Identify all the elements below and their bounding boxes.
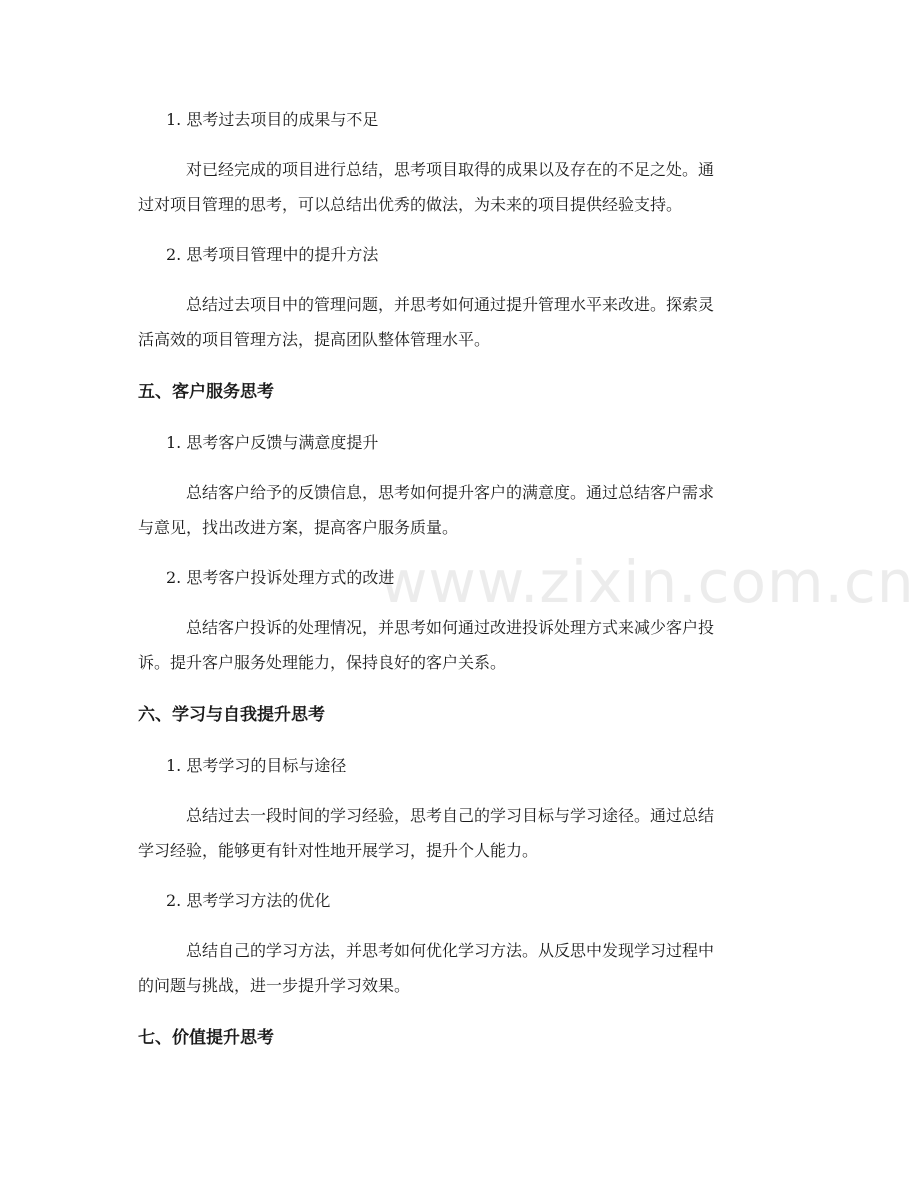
paragraph-line: 总结客户投诉的处理情况，并思考如何通过改进投诉处理方式来减少客户投 (186, 618, 715, 637)
subheading-project-results: 1. 思考过去项目的成果与不足 (166, 110, 379, 129)
subheading-learning-goals: 1. 思考学习的目标与途径 (166, 756, 347, 775)
section-heading-customer-service: 五、客户服务思考 (138, 382, 274, 402)
subheading-management-improvement: 2. 思考项目管理中的提升方法 (166, 245, 379, 264)
paragraph-line: 总结自己的学习方法，并思考如何优化学习方法。从反思中发现学习过程中 (186, 941, 715, 960)
subheading-complaint-handling: 2. 思考客户投诉处理方式的改进 (166, 568, 395, 587)
paragraph-line: 活高效的项目管理方法，提高团队整体管理水平。 (138, 330, 491, 349)
subheading-customer-feedback: 1. 思考客户反馈与满意度提升 (166, 433, 379, 452)
paragraph-line: 总结过去项目中的管理问题，并思考如何通过提升管理水平来改进。探索灵 (186, 295, 715, 314)
watermark: www.zixin.com.cn (380, 548, 915, 616)
paragraph-line: 学习经验，能够更有针对性地开展学习，提升个人能力。 (138, 841, 539, 860)
paragraph-line: 过对项目管理的思考，可以总结出优秀的做法，为未来的项目提供经验支持。 (138, 195, 683, 214)
paragraph-line: 诉。提升客户服务处理能力，保持良好的客户关系。 (138, 653, 507, 672)
paragraph-line: 总结客户给予的反馈信息，思考如何提升客户的满意度。通过总结客户需求 (186, 483, 715, 502)
section-heading-learning: 六、学习与自我提升思考 (138, 705, 325, 725)
paragraph-line: 的问题与挑战，进一步提升学习效果。 (138, 976, 411, 995)
subheading-learning-methods: 2. 思考学习方法的优化 (166, 891, 331, 910)
section-heading-value: 七、价值提升思考 (138, 1028, 274, 1048)
paragraph-line: 总结过去一段时间的学习经验，思考自己的学习目标与学习途径。通过总结 (186, 806, 715, 825)
paragraph-line: 与意见，找出改进方案，提高客户服务质量。 (138, 518, 459, 537)
paragraph-line: 对已经完成的项目进行总结，思考项目取得的成果以及存在的不足之处。通 (186, 160, 715, 179)
